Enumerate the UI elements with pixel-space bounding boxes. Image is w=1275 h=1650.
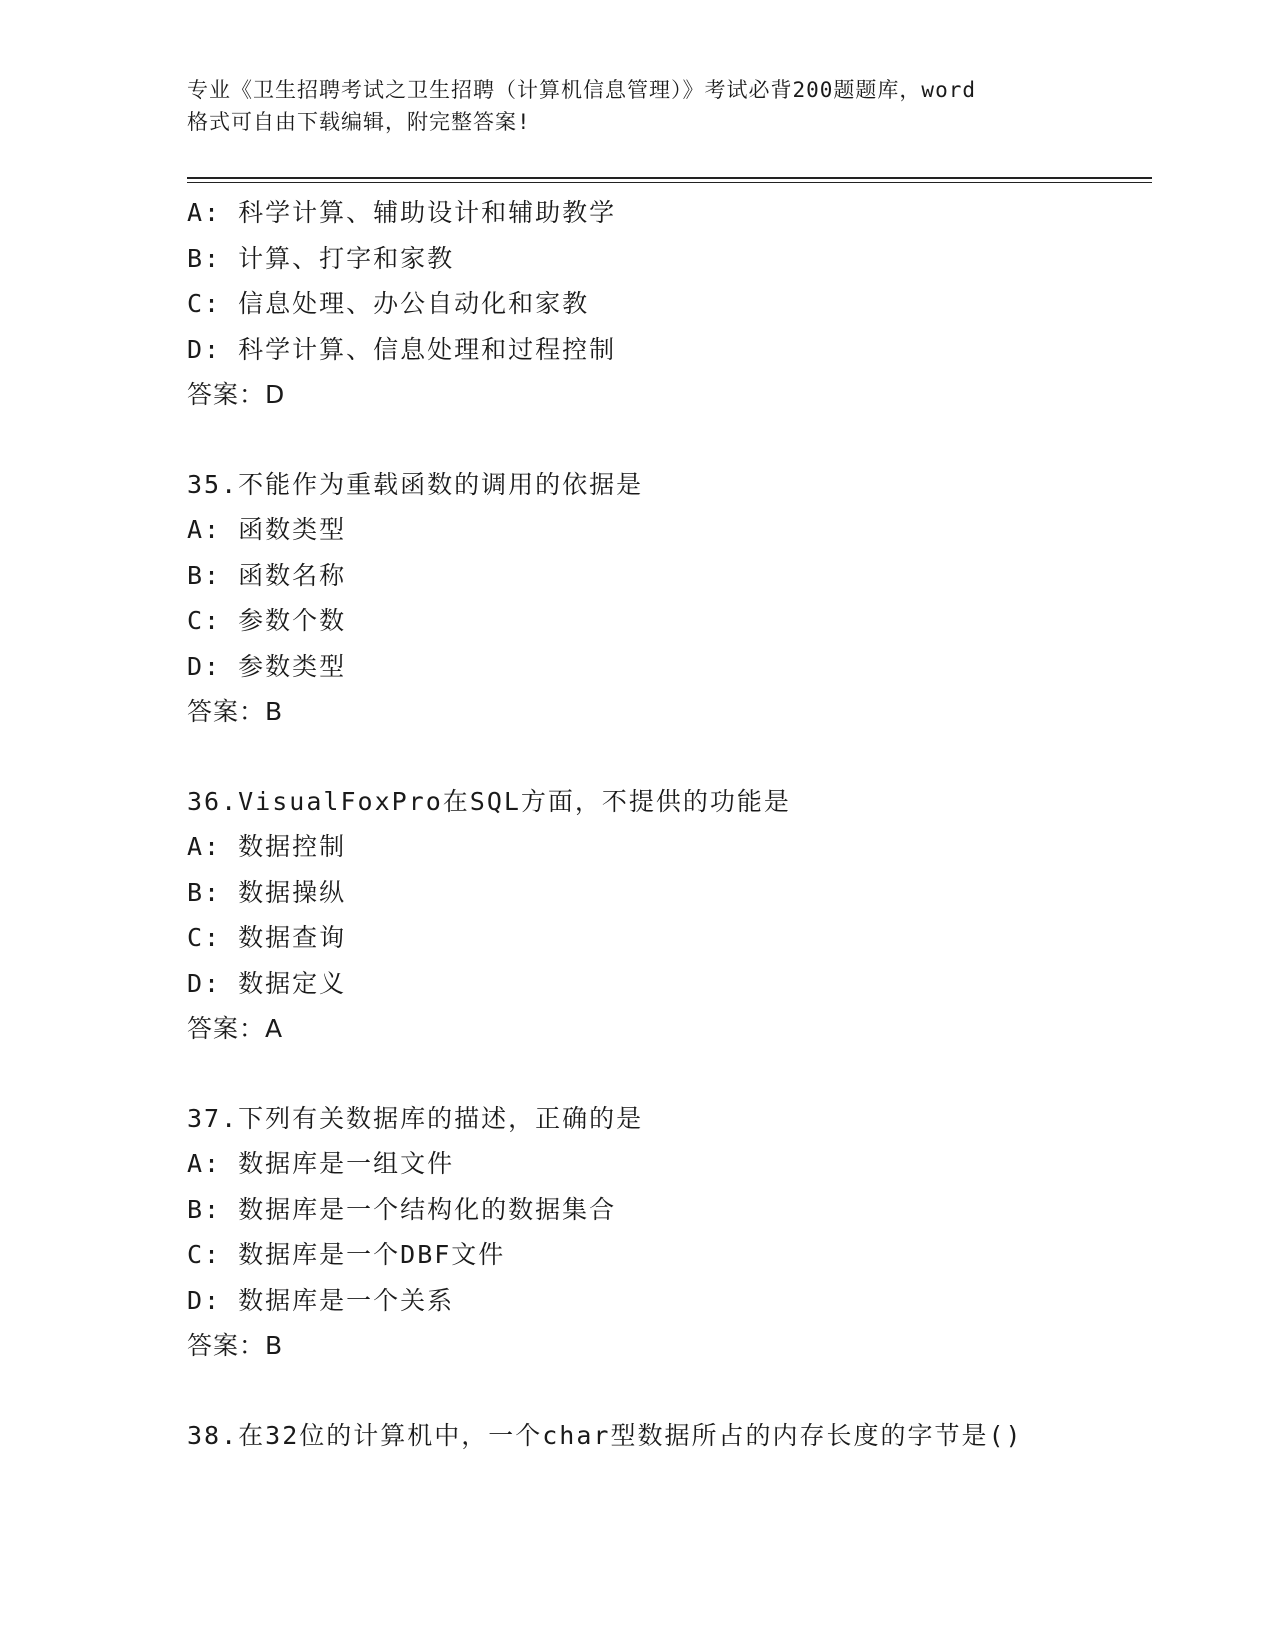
- spacer: [187, 1369, 1152, 1413]
- option-b: B: 函数名称: [187, 560, 347, 590]
- question-block-34: [187, 190, 1152, 418]
- option-c: C: 数据库是一个DBF文件: [187, 1240, 506, 1269]
- option-a: A: 数据控制: [187, 832, 347, 861]
- header-line-1: 专业《卫生招聘考试之卫生招聘（计算机信息管理）》考试必背200题题库，word: [187, 78, 976, 102]
- option-a: A: 数据库是一组文件: [187, 1149, 455, 1178]
- option-b: B: 数据操纵: [187, 877, 347, 907]
- header-line-2: 格式可自由下载编辑，附完整答案!: [187, 110, 531, 134]
- option-c: C: 数据查询: [187, 923, 347, 952]
- answer-label: 答案：A: [187, 1014, 284, 1043]
- option-d: D: 参数类型: [187, 651, 347, 681]
- option-a: A: 函数类型: [187, 515, 347, 544]
- document-header: [187, 74, 1087, 138]
- header-divider-thick: [187, 177, 1152, 179]
- option-c: C: 信息处理、办公自动化和家教: [187, 289, 590, 318]
- question-text: 35.不能作为重载函数的调用的依据是: [187, 469, 644, 499]
- question-block-37: [187, 1096, 1152, 1369]
- option-b: B: 计算、打字和家教: [187, 243, 455, 273]
- spacer: [187, 1052, 1152, 1096]
- answer-label: 答案：B: [187, 697, 284, 726]
- spacer: [187, 735, 1152, 779]
- answer-label: 答案：D: [187, 380, 286, 409]
- spacer: [187, 418, 1152, 462]
- option-d: D: 数据定义: [187, 968, 347, 998]
- option-d: D: 科学计算、信息处理和过程控制: [187, 334, 617, 364]
- question-text: 36.VisualFoxPro在SQL方面，不提供的功能是: [187, 786, 791, 816]
- question-text: 37.下列有关数据库的描述，正确的是: [187, 1103, 644, 1133]
- question-text: 38.在32位的计算机中，一个char型数据所占的内存长度的字节是(): [187, 1420, 1023, 1450]
- option-d: D: 数据库是一个关系: [187, 1285, 455, 1315]
- question-list: [187, 190, 1152, 1458]
- question-block-35: [187, 462, 1152, 735]
- question-block-36: [187, 779, 1152, 1052]
- option-a: A: 科学计算、辅助设计和辅助教学: [187, 198, 617, 227]
- answer-label: 答案：B: [187, 1331, 284, 1360]
- option-b: B: 数据库是一个结构化的数据集合: [187, 1194, 617, 1224]
- question-block-38: [187, 1413, 1152, 1459]
- header-divider-thin: [187, 182, 1152, 183]
- option-c: C: 参数个数: [187, 606, 347, 635]
